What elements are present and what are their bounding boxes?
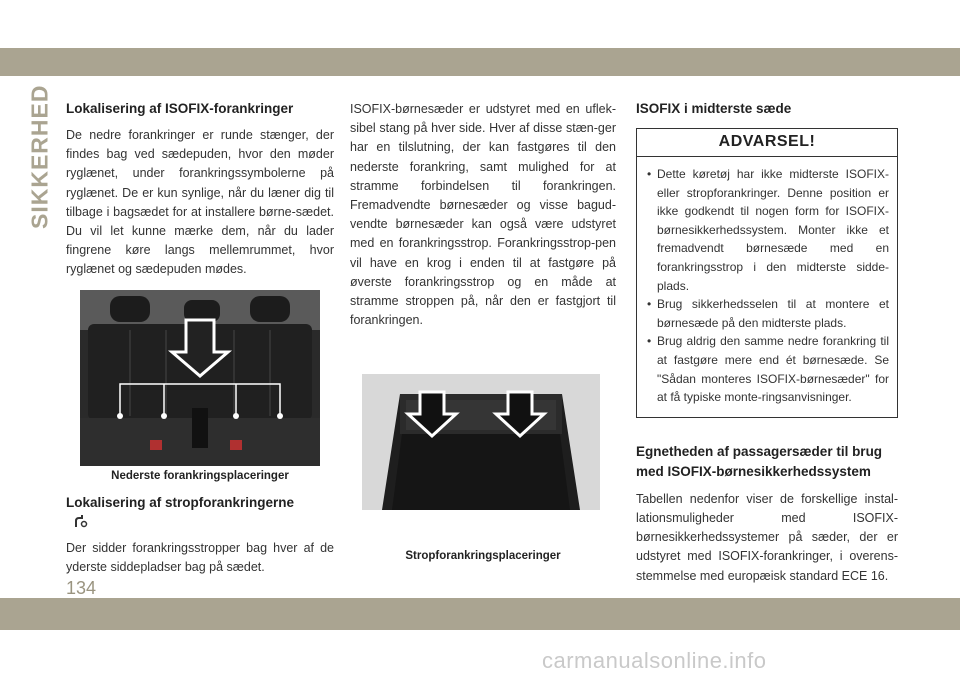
- child-seat-tether-icon: [72, 514, 334, 531]
- figure-caption-lower-anchors: Nederste forankringsplaceringer: [111, 469, 289, 482]
- page-number: 134: [66, 578, 97, 598]
- warning-list: [637, 157, 897, 417]
- heading-seat-suitability: Egnetheden af passagersæder til brug med ISOFIX-børnesikkerhedssystem: [636, 443, 883, 479]
- header-band: [0, 48, 960, 76]
- footer-band: [0, 598, 960, 630]
- cargo-area-photo: [362, 374, 600, 510]
- figure-rear-seat: [80, 290, 320, 466]
- heading-tether-location: Lokalisering af stropforankringerne: [66, 494, 295, 510]
- paragraph-isofix-seats: ISOFIX-børnesæder er udstyret med en uflek-sibel stang på hver side. Hver af disse stæn-ger har en tilslutning, der kan fastgøres til den nederste forankring, samt mulighed for at stramme forbindelsen til forankringen. Fremadvendte børnesæder og visse bagud-vendte børnesæder kan også være udstyret med en forankringsstrop. Forankringsstrop-pen vil have en krog i enden til at fastgøre på øverste forankringsstrop og en måde at stramme stroppen på, når den er fastgjort til forankringen.: [350, 102, 616, 328]
- paragraph-installation-table: Tabellen nedenfor viser de forskellige instal-lationsmuligheder med ISOFIX-børnesikkerhedssystemer på sæder, der er udstyret med ISOFIX-forankringer, i overens-stemmelse med europæisk standard ECE 16.: [636, 491, 898, 583]
- section-label: SIKKERHED: [26, 84, 53, 230]
- column-right: [636, 100, 898, 586]
- warning-box: [636, 128, 898, 418]
- heading-isofix-center-seat: ISOFIX i midterste sæde: [636, 101, 792, 116]
- figure-cargo-area: [362, 374, 600, 510]
- watermark: carmanualsonline.info: [542, 648, 767, 673]
- figure-caption-tether-anchors: Stropforankringsplaceringer: [405, 550, 561, 563]
- column-left: [66, 100, 334, 577]
- warning-item: • Brug aldrig den samme nedre forankring til at fastgøre mere end ét børnesæde. Se "Sådan monteres ISOFIX-børnesæder" for at få typiske monte-ringsanvisninger.: [647, 332, 889, 406]
- rear-seat-photo: [80, 290, 320, 466]
- paragraph-tether-straps: Der sidder forankringsstropper bag hver af de yderste siddepladser bag på sædet.: [66, 540, 334, 574]
- warning-title: ADVARSEL!: [637, 129, 897, 157]
- warning-item: • Brug sikkerhedsselen til at montere et børnesæde på den midterste plads.: [647, 295, 889, 332]
- warning-item: • Dette køretøj har ikke midterste ISOFIX- eller stropforankringer. Denne position er ikke godkendt til nogen form for ISOFIX-børnesikkerhedssystem. Monter ikke et fremadvendt børnesæde med en forankringsstrop i den midterste sidde-plads.: [647, 165, 889, 295]
- paragraph-lower-anchors: De nedre forankringer er runde stænger, der findes bag ved sædepuden, hvor den møder ryglænet, under forankringssymbolerne på ryglænet. De er kun synlige, når du læner dig til tilbage i bagsædet for at installere børne-sædet. Du vil let kunne mærke dem, når du lader fingrene køre langs mellemrummet, hvor ryglænet og sædepuden mødes.: [66, 128, 334, 277]
- heading-isofix-location: Lokalisering af ISOFIX-forankringer: [66, 101, 294, 116]
- column-middle: [350, 100, 616, 562]
